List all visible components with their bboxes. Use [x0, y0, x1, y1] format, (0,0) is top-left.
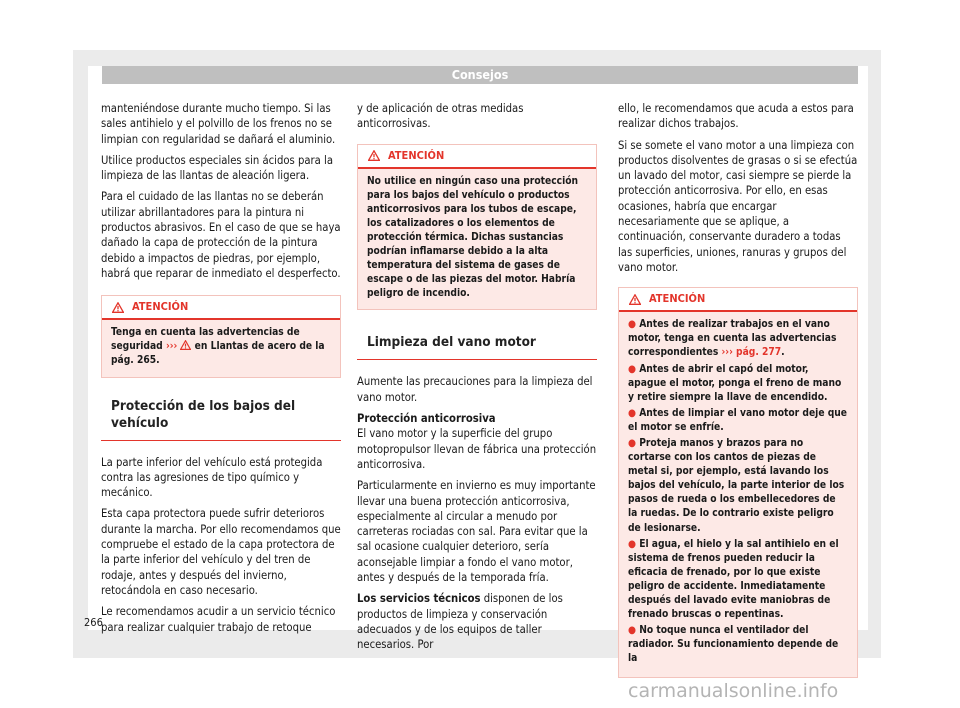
paragraph: Le recomendamos acudir a un servicio técnico para realizar cualquier trabajo de retoque	[101, 605, 336, 634]
warning-body: No utilice en ningún caso una protección para los bajos del vehículo o productos anticorrosivos para los tubos de escape, los catalizadores o los elementos de protección térmica. Dichas sustancias podrían inflamarse debido a la alta temperatura del sistema de gases de escape o de las piezas del motor. Habría peligro de incendio.	[367, 175, 579, 300]
warning-list-item: ● Antes de abrir el capó del motor, apague el motor, ponga el freno de mano y retire siempre la llave de encendido.	[628, 363, 842, 403]
warning-triangle-icon	[112, 302, 124, 313]
bullet-icon: ●	[628, 407, 640, 419]
warning-box	[618, 287, 858, 677]
column-2	[357, 101, 597, 658]
warning-body: Tenga en cuenta las advertencias de seguridad ››› en Llantas de acero de la pág. 265.	[111, 327, 325, 367]
paragraph: El vano motor y la superficie del grupo motopropulsor llevan de fábrica una protección anticorrosiva.	[357, 427, 597, 471]
column-3	[618, 101, 858, 694]
warning-list-item: ● Proteja manos y brazos para no cortarse con los cantos de piezas de metal si, por ejemplo, está lavando los bajos del vehículo, la parte interior de los pasos de rueda o los embellecedores de la ruedas. De lo contrario existe peligro de lesionarse.	[628, 438, 845, 534]
section-title: Limpieza del vano motor	[357, 334, 597, 360]
reference-arrows[interactable]: ›››	[165, 341, 178, 353]
paragraph: manteniéndose durante mucho tiempo. Si las sales antihielo y el polvillo de los frenos no se limpian con regularidad se dañará el aluminio.	[101, 102, 336, 146]
bullet-icon: ●	[628, 438, 640, 450]
bold-text: Los servicios técnicos	[357, 592, 481, 606]
warning-title	[619, 288, 857, 312]
paragraph: Para el cuidado de las llantas no se deberán utilizar abrillantadores para la pintura ni productos abrasivos. En el caso de que se haya dañado la capa de protección de la pintura debido a impactos de piedras, por ejemplo, habrá que reparar de inmediato el desperfecto.	[101, 190, 341, 280]
paragraph: Los servicios técnicos disponen de los productos de limpieza y conservación adecuados y de los equipos de taller necesarios. Por	[357, 592, 563, 652]
bullet-icon: ●	[628, 363, 640, 375]
warning-title-text: ATENCIÓN	[388, 148, 445, 162]
section-title: Protección de los bajos del vehículo	[101, 398, 341, 441]
warning-list-item: ● Antes de limpiar el vano motor deje que el motor se enfríe.	[628, 407, 848, 433]
reference-link[interactable]: en Llantas de acero de la pág. 265	[111, 341, 325, 367]
warning-box	[101, 295, 341, 377]
paragraph: Aumente las precauciones para la limpieza del vano motor.	[357, 375, 593, 404]
watermark: carmanualsonline.info	[628, 680, 839, 702]
warning-triangle-icon	[368, 150, 380, 161]
page-header: Consejos	[102, 66, 858, 84]
page-number: 266	[84, 616, 103, 629]
paragraph: y de aplicación de otras medidas anticorrosivas.	[357, 102, 524, 131]
bullet-icon: ●	[628, 625, 640, 637]
warning-triangle-icon	[180, 340, 191, 350]
warning-list-item: ● Antes de realizar trabajos en el vano motor, tenga en cuenta las advertencias correspondientes ››› pág. 277.	[628, 319, 837, 359]
paragraph: ello, le recomendamos que acuda a estos para realizar dichos trabajos.	[618, 102, 854, 131]
warning-title	[102, 296, 340, 320]
paragraph: Esta capa protectora puede sufrir deterioros durante la marcha. Por ello recomendamos que compruebe el estado de la capa protectora de la parte inferior del vehículo y del tren de rodaje, antes y después del invierno, retocándola en caso necesario.	[101, 507, 341, 597]
warning-box	[357, 144, 597, 311]
column-1	[101, 101, 341, 641]
subheading: Protección anticorrosiva	[357, 412, 496, 426]
warning-triangle-icon	[629, 294, 641, 305]
bullet-icon: ●	[628, 319, 640, 331]
warning-title-text: ATENCIÓN	[132, 300, 189, 314]
warning-text: Tenga en cuenta las advertencias de seguridad	[111, 327, 300, 353]
warning-body	[619, 312, 857, 676]
warning-title	[358, 145, 596, 169]
reference-link[interactable]: ››› pág. 277	[721, 347, 782, 359]
paragraph: Si se somete el vano motor a una limpieza con productos disolventes de grasas o si se efectúa un lavado del motor, casi siempre se pierde la protección anticorrosiva. Por ello, en esas ocasiones, habría que encargar necesariamente que se aplique, a continuación, conservante duradero a todas las superficies, uniones, ranuras y grupos del vano motor.	[618, 138, 858, 274]
paragraph: Utilice productos especiales sin ácidos para la limpieza de las llantas de aleación ligera.	[101, 153, 333, 183]
warning-list-item: ● El agua, el hielo y la sal antihielo en el sistema de frenos pueden reducir la eficacia de frenado, por lo que existe peligro de accidente. Inmediatamente después del lavado evite maniobras de frenado bruscas o repentinas.	[628, 538, 839, 621]
bullet-icon: ●	[628, 538, 640, 550]
warning-title-text: ATENCIÓN	[649, 292, 706, 306]
paragraph: La parte inferior del vehículo está protegida contra las agresiones de tipo químico y mecánico.	[101, 455, 323, 500]
warning-list-item: ● No toque nunca el ventilador del radiador. Su funcionamiento depende de la	[628, 625, 839, 665]
paragraph: Particularmente en invierno es muy importante llevar una buena protección anticorrosiva, especialmente al circular a menudo por carreteras rociadas con sal. Para evitar que la sal ocasione cualquier deterioro, sería aconsejable limpiar a fondo el vano motor, antes y después de la temporada fría.	[357, 479, 596, 584]
